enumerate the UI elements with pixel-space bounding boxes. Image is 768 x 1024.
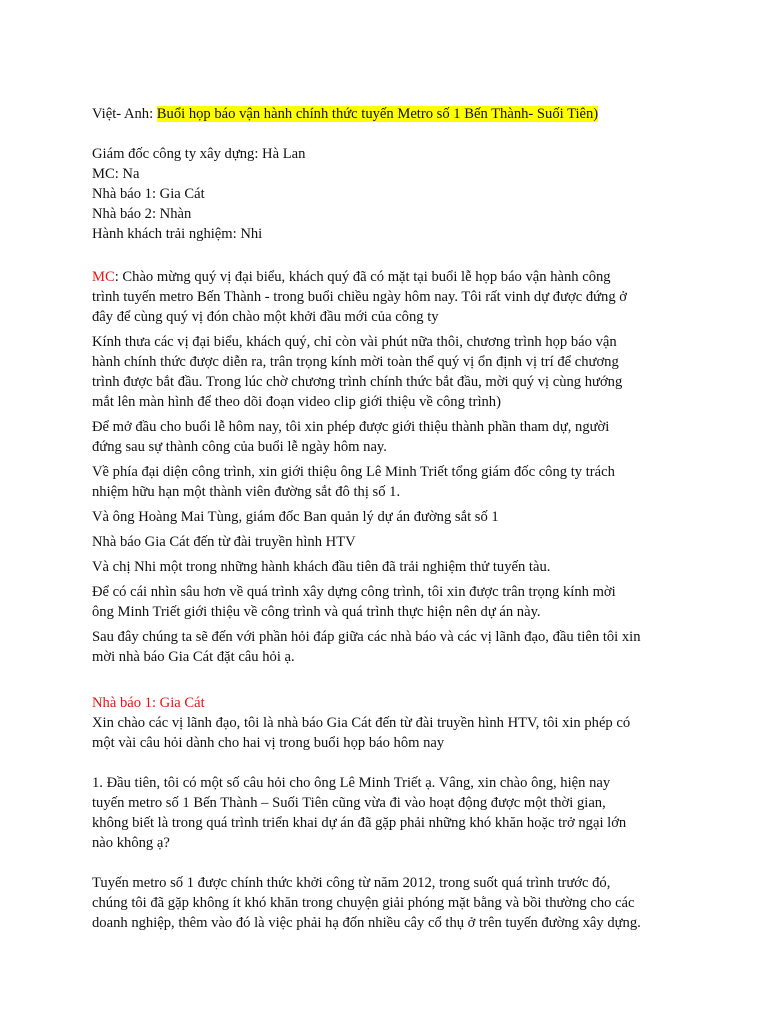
paragraph-line: hành chính thức được diễn ra, trân trọng kính mời toàn thể quý vị ổn định vị trí để chương	[92, 354, 619, 370]
paragraph-line: Nhà báo Gia Cát đến từ đài truyền hình HTV	[92, 534, 356, 550]
question-line: không biết là trong quá trình triển khai dự án đã gặp phải những khó khăn hoặc trở ngại lớn	[92, 815, 627, 831]
journalist-heading: Nhà báo 1: Gia Cát	[92, 695, 205, 711]
paragraph-line: Kính thưa các vị đại biểu, khách quý, chỉ còn vài phút nữa thôi, chương trình họp báo vận	[92, 334, 617, 350]
journalist-section	[92, 693, 682, 933]
cast-item-passenger: Hành khách trải nghiệm: Nhi	[92, 226, 263, 242]
mc-paragraph-invite	[92, 582, 682, 622]
question-line: tuyến metro số 1 Bến Thành – Suối Tiên cũng vừa đi vào hoạt động được một thời gian,	[92, 795, 606, 811]
cast-list	[92, 144, 682, 244]
paragraph-line: Sau đây chúng ta sẽ đến với phần hỏi đáp giữa các nhà báo và các vị lãnh đạo, đầu tiên tôi xin	[92, 629, 641, 645]
paragraph-line: Và chị Nhi một trong những hành khách đầu tiên đã trải nghiệm thử tuyến tàu.	[92, 559, 551, 575]
question-line: nào không ạ?	[92, 835, 170, 851]
title-highlighted: Buổi họp báo vận hành chính thức tuyến Metro số 1 Bến Thành- Suối Tiên)	[156, 106, 599, 122]
question-line: 1. Đầu tiên, tôi có một số câu hỏi cho ông Lê Minh Triết ạ. Vâng, xin chào ông, hiện nay	[92, 775, 611, 791]
paragraph-line: đứng sau sự thành công của buổi lễ ngày hôm nay.	[92, 439, 387, 455]
paragraph-line: Và ông Hoàng Mai Tùng, giám đốc Ban quản lý dự án đường sắt số 1	[92, 509, 499, 525]
mc-opening-line-1: MC: Chào mừng quý vị đại biểu, khách quý đã có mặt tại buổi lễ họp báo vận hành công	[92, 269, 611, 285]
mc-paragraph-welcome	[92, 332, 682, 412]
mc-paragraph-qa	[92, 627, 682, 667]
mc-opening-paragraph	[92, 267, 682, 327]
mc-paragraph-representative	[92, 462, 682, 502]
title-line	[92, 104, 682, 124]
mc-speaker-label: MC	[92, 269, 115, 285]
mc-paragraph-hoang-mai-tung	[92, 507, 682, 527]
journalist-intro-line-1: Xin chào các vị lãnh đạo, tôi là nhà báo Gia Cát đến từ đài truyền hình HTV, tôi xin phép có	[92, 715, 631, 731]
answer-line: doanh nghiệp, thêm vào đó là việc phải hạ đốn nhiều cây cổ thụ ở trên tuyến đường xây dựng.	[92, 915, 641, 931]
mc-section	[92, 267, 682, 667]
cast-item-journalist-2: Nhà báo 2: Nhàn	[92, 206, 192, 222]
question-paragraph	[92, 773, 682, 853]
title-prefix: Việt- Anh:	[92, 106, 157, 122]
mc-opening-line-2: trình tuyến metro Bến Thành - trong buổi chiều ngày hôm nay. Tôi rất vinh dự được đứng ở	[92, 289, 627, 305]
paragraph-line: mắt lên màn hình để theo dõi đoạn video clip giới thiệu về công trình)	[92, 394, 501, 410]
mc-opening-line-3: đây để cùng quý vị đón chào một khởi đầu mới của công ty	[92, 309, 439, 325]
paragraph-line: Để có cái nhìn sâu hơn về quá trình xây dựng công trình, tôi xin được trân trọng kính mời	[92, 584, 616, 600]
journalist-intro-line-2: một vài câu hỏi dành cho hai vị trong buổi họp báo hôm nay	[92, 735, 445, 751]
paragraph-line: nhiệm hữu hạn một thành viên đường sắt đô thị số 1.	[92, 484, 401, 500]
paragraph-line: ông Minh Triết giới thiệu về công trình và quá trình thực hiện nên dự án này.	[92, 604, 541, 620]
mc-paragraph-passenger	[92, 557, 682, 577]
paragraph-line: trình được bắt đầu. Trong lúc chờ chương trình chính thức bắt đầu, mời quý vị cùng hướng	[92, 374, 623, 390]
mc-paragraph-journalist	[92, 532, 682, 552]
paragraph-line: Để mở đầu cho buổi lễ hôm nay, tôi xin phép được giới thiệu thành phần tham dự, người	[92, 419, 610, 435]
answer-paragraph	[92, 873, 682, 933]
mc-paragraph-intro	[92, 417, 682, 457]
cast-item-director: Giám đốc công ty xây dựng: Hà Lan	[92, 146, 306, 162]
cast-item-journalist-1: Nhà báo 1: Gia Cát	[92, 186, 205, 202]
paragraph-line: mời nhà báo Gia Cát đặt câu hỏi ạ.	[92, 649, 295, 665]
answer-line: chúng tôi đã gặp không ít khó khăn trong chuyện giải phóng mặt bằng và bồi thường cho các	[92, 895, 635, 911]
answer-line: Tuyến metro số 1 được chính thức khởi công từ năm 2012, trong suốt quá trình trước đó,	[92, 875, 611, 891]
paragraph-line: Về phía đại diện công trình, xin giới thiệu ông Lê Minh Triết tổng giám đốc công ty trách	[92, 464, 615, 480]
document-page	[92, 104, 682, 933]
cast-item-mc: MC: Na	[92, 166, 140, 182]
